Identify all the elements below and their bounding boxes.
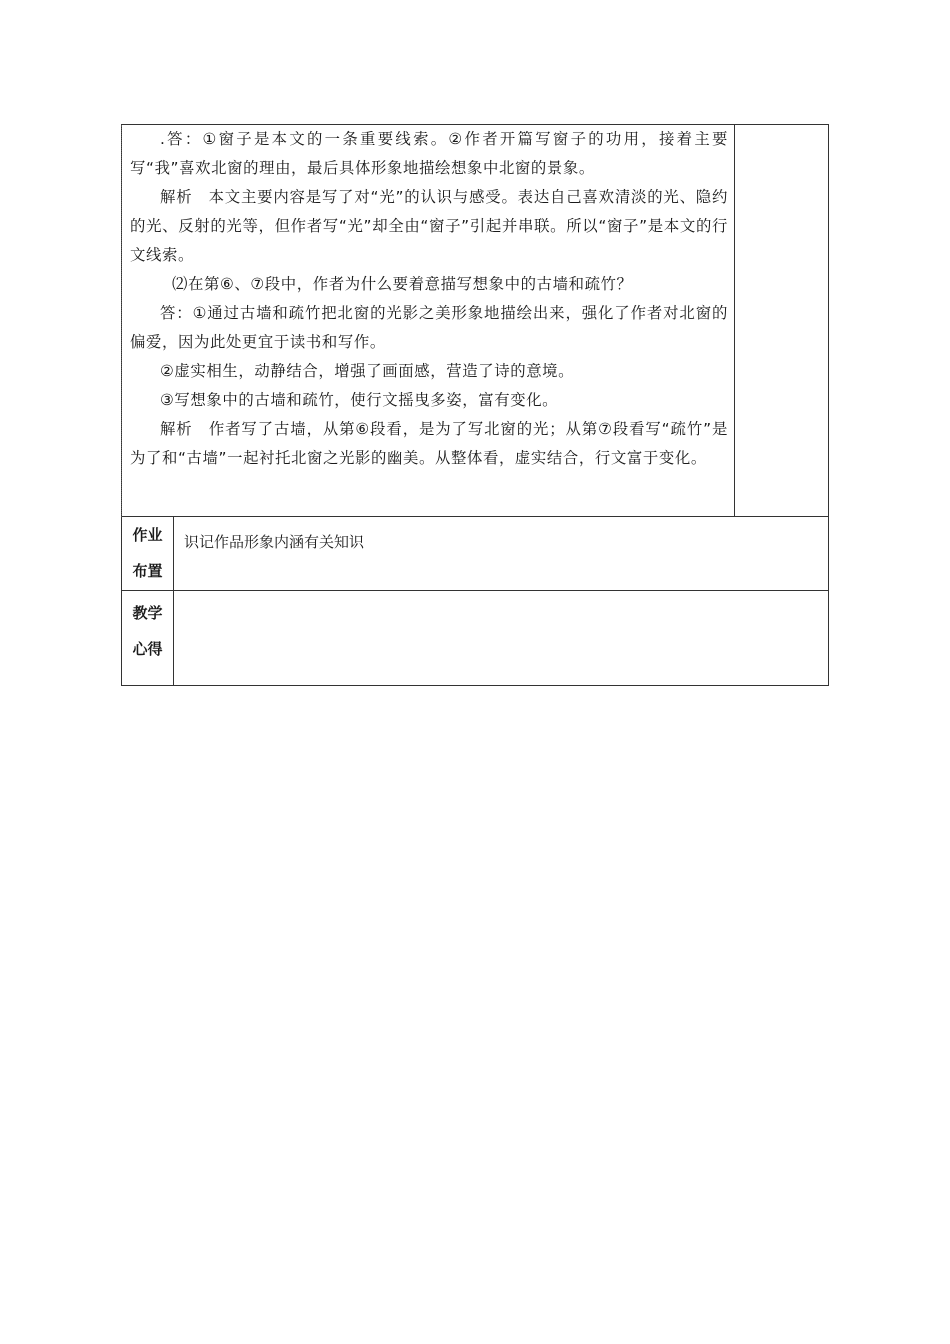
reflection-label-line2: 心得 (132, 640, 163, 658)
homework-cell (174, 517, 828, 591)
analysis-1: 解析 本文主要内容是写了对“光”的认识与感受。表达自己喜欢清淡的光、隐约的光、反射的光等，但作者写“光”却全由“窗子”引起并串联。所以“窗子”是本文的行文线索。 (130, 188, 728, 264)
reflection-cell (174, 591, 828, 685)
dotted-border (121, 125, 122, 517)
answer-2-point-2: ②虚实相生，动静结合，增强了画面感，营造了诗的意境。 (160, 362, 575, 380)
remarks-cell (735, 125, 828, 517)
homework-content: 识记作品形象内涵有关知识 (184, 533, 365, 551)
homework-label-line1: 作业 (132, 526, 163, 544)
reflection-label-line1: 教学 (132, 604, 163, 622)
question-2: ⑵在第⑥、⑦段中，作者为什么要着意描写想象中的古墙和疏竹？ (172, 275, 633, 293)
reflection-label (122, 591, 174, 685)
homework-label (122, 517, 174, 591)
answer-2: 答：①通过古墙和疏竹把北窗的光影之美形象地描绘出来，强化了作者对北窗的偏爱，因为此处更宜于读书和写作。 (130, 304, 728, 351)
analysis-cell (122, 125, 735, 517)
homework-label-line2: 布置 (132, 562, 163, 580)
answer-2-point-3: ③写想象中的古墙和疏竹，使行文摇曳多姿，富有变化。 (160, 391, 559, 409)
analysis-2: 解析 作者写了古墙，从第⑥段看，是为了写北窗的光；从第⑦段看写“疏竹”是为了和“古墙”一起衬托北窗之光影的幽美。从整体看，虚实结合，行文富于变化。 (130, 420, 728, 467)
lesson-table (121, 124, 829, 686)
answer-1: .答：①窗子是本文的一条重要线索。②作者开篇写窗子的功用，接着主要写“我”喜欢北窗的理由，最后具体形象地描绘想象中北窗的景象。 (130, 130, 728, 177)
